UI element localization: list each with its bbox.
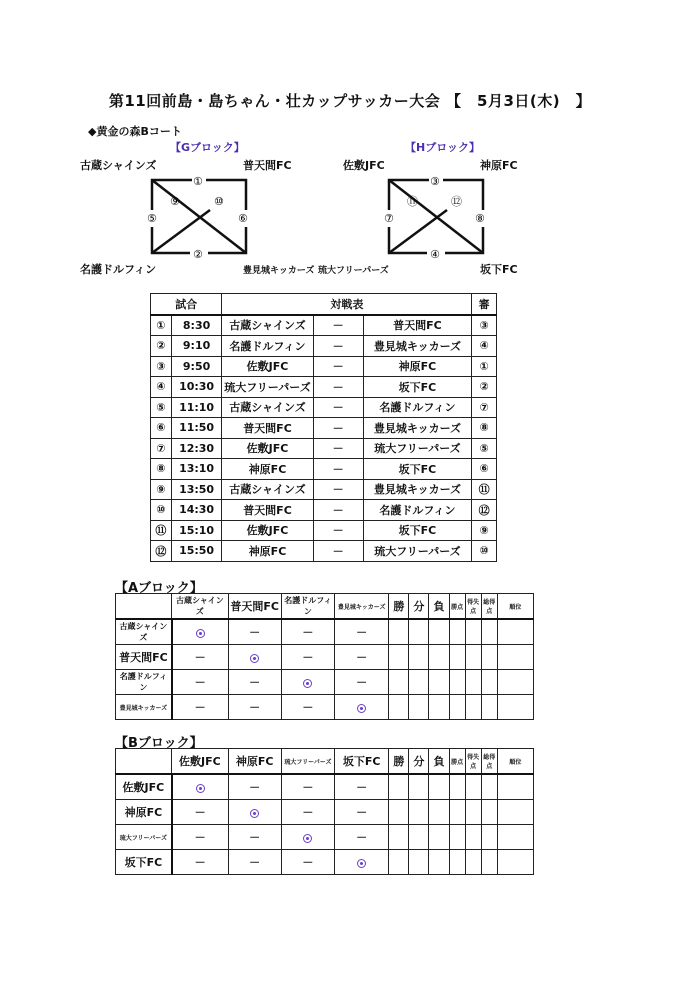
result-row-team: 佐敷JFC (116, 774, 172, 800)
result-cell: － (228, 695, 281, 720)
stat-cell (481, 825, 497, 850)
self-match-cell (172, 774, 228, 800)
result-cell: － (228, 850, 281, 875)
schedule-time: 12:30 (171, 438, 222, 459)
stat-cell (389, 619, 409, 645)
schedule-home-team: 普天間FC (222, 418, 313, 439)
schedule-time: 11:50 (171, 418, 222, 439)
stat-cell (465, 619, 481, 645)
schedule-home-team: 古蔵シャインズ (222, 397, 313, 418)
result-col-win: 勝 (389, 749, 409, 775)
self-match-cell (228, 645, 281, 670)
self-match-cell (335, 850, 389, 875)
stat-cell (429, 695, 449, 720)
schedule-match-no: ⑥ (151, 418, 172, 439)
result-cell: － (172, 670, 228, 695)
result-row (116, 619, 534, 645)
stat-cell (465, 850, 481, 875)
result-cell: － (228, 774, 281, 800)
schedule-away-team: 琉大フリーパーズ (363, 438, 472, 459)
stat-cell (497, 619, 533, 645)
stat-cell (481, 619, 497, 645)
schedule-match-no: ④ (151, 377, 172, 398)
self-match-cell (281, 670, 334, 695)
schedule-referee: ⑥ (472, 459, 497, 480)
result-row-team: 普天間FC (116, 645, 172, 670)
stat-cell (465, 670, 481, 695)
result-col-points: 勝点 (449, 594, 465, 620)
result-header-row (116, 594, 534, 620)
schedule-time: 13:50 (171, 479, 222, 500)
soccer-ball-icon (196, 784, 205, 793)
stat-cell (389, 850, 409, 875)
result-cell: － (172, 645, 228, 670)
result-col-goal-diff: 得失点 (465, 749, 481, 775)
stat-cell (429, 850, 449, 875)
stat-cell (465, 695, 481, 720)
g-label-inner-right: ⑩ (214, 195, 224, 208)
g-block-diagram (140, 165, 260, 265)
stat-cell (497, 670, 533, 695)
schedule-header-match: 試合 (151, 294, 222, 315)
schedule-away-team: 坂下FC (363, 520, 472, 541)
stat-cell (409, 800, 429, 825)
stat-cell (497, 645, 533, 670)
result-row (116, 695, 534, 720)
schedule-away-team: 豊見城キッカーズ (363, 336, 472, 357)
schedule-row (151, 315, 497, 336)
stat-cell (497, 825, 533, 850)
schedule-header-row (151, 294, 497, 315)
schedule-time: 14:30 (171, 500, 222, 521)
schedule-away-team: 坂下FC (363, 459, 472, 480)
schedule-header-pairing: 対戦表 (222, 294, 472, 315)
schedule-match-no: ① (151, 315, 172, 336)
stat-cell (389, 695, 409, 720)
schedule-match-no: ⑫ (151, 541, 172, 562)
self-match-cell (172, 619, 228, 645)
self-match-cell (335, 695, 389, 720)
result-cell: － (335, 619, 389, 645)
block-b-table (115, 748, 534, 875)
schedule-match-no: ⑨ (151, 479, 172, 500)
soccer-ball-icon (357, 704, 366, 713)
result-col-team: 坂下FC (335, 749, 389, 775)
schedule-referee: ⑤ (472, 438, 497, 459)
schedule-row (151, 541, 497, 562)
schedule-time: 15:50 (171, 541, 222, 562)
result-row (116, 670, 534, 695)
g-label-right: ⑥ (238, 212, 248, 225)
stat-cell (481, 800, 497, 825)
result-cell: － (335, 670, 389, 695)
schedule-referee: ⑪ (472, 479, 497, 500)
schedule-away-team: 坂下FC (363, 377, 472, 398)
schedule-away-team: 名護ドルフィン (363, 500, 472, 521)
h-label-inner-right: ⑫ (451, 195, 462, 208)
result-col-goals-for: 総得点 (481, 594, 497, 620)
g-label-bottom: ② (193, 248, 203, 261)
result-col-team: 豊見城キッカーズ (335, 594, 389, 620)
result-col-loss: 負 (429, 594, 449, 620)
result-col-rank: 順位 (497, 749, 533, 775)
result-cell: － (172, 850, 228, 875)
result-col-rank: 順位 (497, 594, 533, 620)
schedule-separator: － (313, 541, 363, 562)
g-block-heading: 【Gブロック】 (170, 141, 245, 154)
schedule-away-team: 普天間FC (363, 315, 472, 336)
result-corner-cell (116, 594, 172, 620)
schedule-time: 13:10 (171, 459, 222, 480)
result-cell: － (172, 695, 228, 720)
self-match-cell (281, 825, 334, 850)
schedule-referee: ⑦ (472, 397, 497, 418)
schedule-home-team: 琉大フリーパーズ (222, 377, 313, 398)
schedule-match-no: ② (151, 336, 172, 357)
schedule-referee: ③ (472, 315, 497, 336)
stat-cell (409, 825, 429, 850)
self-match-cell (228, 800, 281, 825)
result-col-draw: 分 (409, 749, 429, 775)
stat-cell (429, 619, 449, 645)
result-col-team: 古蔵シャインズ (172, 594, 228, 620)
schedule-away-team: 豊見城キッカーズ (363, 479, 472, 500)
schedule-separator: － (313, 438, 363, 459)
stat-cell (429, 774, 449, 800)
schedule-referee: ⑧ (472, 418, 497, 439)
stat-cell (481, 695, 497, 720)
schedule-row (151, 459, 497, 480)
schedule-separator: － (313, 479, 363, 500)
schedule-separator: － (313, 459, 363, 480)
result-row-team: 名護ドルフィン (116, 670, 172, 695)
result-row-team: 古蔵シャインズ (116, 619, 172, 645)
stat-cell (409, 850, 429, 875)
h-team-top-left: 佐敷JFC (343, 159, 385, 172)
stat-cell (409, 695, 429, 720)
result-col-team: 神原FC (228, 749, 281, 775)
g-team-bottom-left: 名護ドルフィン (80, 263, 157, 276)
result-row-team: 神原FC (116, 800, 172, 825)
schedule-referee: ⑫ (472, 500, 497, 521)
result-cell: － (335, 645, 389, 670)
schedule-row (151, 397, 497, 418)
soccer-ball-icon (303, 834, 312, 843)
result-cell: － (335, 825, 389, 850)
result-cell: － (281, 645, 334, 670)
result-cell: － (172, 825, 228, 850)
result-header-row (116, 749, 534, 775)
result-row (116, 800, 534, 825)
schedule-row (151, 438, 497, 459)
schedule-row (151, 520, 497, 541)
schedule-referee: ② (472, 377, 497, 398)
stat-cell (497, 695, 533, 720)
result-row (116, 825, 534, 850)
page-title: 第11回前島・島ちゃん・壮カップサッカー大会 【 5月3日(木) 】 (108, 92, 592, 110)
result-cell: － (281, 850, 334, 875)
stat-cell (497, 850, 533, 875)
soccer-ball-icon (250, 654, 259, 663)
schedule-row (151, 336, 497, 357)
stat-cell (389, 645, 409, 670)
stat-cell (389, 825, 409, 850)
g-team-top-left: 古蔵シャインズ (80, 159, 157, 172)
schedule-separator: － (313, 520, 363, 541)
schedule-home-team: 神原FC (222, 541, 313, 562)
stat-cell (449, 800, 465, 825)
schedule-header-referee: 審 (472, 294, 497, 315)
schedule-time: 10:30 (171, 377, 222, 398)
result-corner-cell (116, 749, 172, 775)
schedule-time: 9:50 (171, 356, 222, 377)
result-row (116, 645, 534, 670)
block-a-table (115, 593, 534, 720)
schedule-away-team: 名護ドルフィン (363, 397, 472, 418)
stat-cell (409, 774, 429, 800)
result-col-team: 普天間FC (228, 594, 281, 620)
result-row (116, 774, 534, 800)
stat-cell (429, 645, 449, 670)
h-block-diagram (377, 165, 497, 265)
block-b-label: 【Bブロック】 (115, 736, 203, 751)
schedule-referee: ⑨ (472, 520, 497, 541)
result-row-team: 琉大フリーパーズ (116, 825, 172, 850)
h-label-inner-left: ⑪ (407, 195, 418, 208)
stat-cell (481, 850, 497, 875)
h-label-left: ⑦ (384, 212, 394, 225)
schedule-home-team: 佐敷JFC (222, 520, 313, 541)
result-cell: － (281, 695, 334, 720)
schedule-separator: － (313, 397, 363, 418)
stat-cell (465, 800, 481, 825)
schedule-time: 8:30 (171, 315, 222, 336)
result-row-team: 坂下FC (116, 850, 172, 875)
schedule-row (151, 418, 497, 439)
result-col-draw: 分 (409, 594, 429, 620)
schedule-separator: － (313, 500, 363, 521)
schedule-body (151, 315, 497, 562)
stat-cell (449, 695, 465, 720)
block-a-label: 【Aブロック】 (115, 581, 203, 596)
schedule-separator: － (313, 356, 363, 377)
schedule-home-team: 佐敷JFC (222, 356, 313, 377)
result-cell: － (335, 774, 389, 800)
soccer-ball-icon (250, 809, 259, 818)
schedule-separator: － (313, 377, 363, 398)
result-col-goals-for: 総得点 (481, 749, 497, 775)
g-team-bottom-right: 豊見城キッカーズ (243, 266, 315, 276)
stat-cell (497, 774, 533, 800)
stat-cell (409, 645, 429, 670)
result-cell: － (228, 619, 281, 645)
result-col-loss: 負 (429, 749, 449, 775)
g-team-top-right: 普天間FC (243, 159, 292, 172)
stat-cell (429, 670, 449, 695)
result-cell: － (281, 774, 334, 800)
schedule-home-team: 古蔵シャインズ (222, 479, 313, 500)
soccer-ball-icon (196, 629, 205, 638)
schedule-match-no: ⑪ (151, 520, 172, 541)
stat-cell (449, 645, 465, 670)
stat-cell (449, 619, 465, 645)
stat-cell (449, 774, 465, 800)
schedule-away-team: 琉大フリーパーズ (363, 541, 472, 562)
schedule-home-team: 佐敷JFC (222, 438, 313, 459)
schedule-time: 15:10 (171, 520, 222, 541)
h-team-bottom-left: 琉大フリーパーズ (318, 266, 389, 276)
schedule-separator: － (313, 336, 363, 357)
h-team-top-right: 神原FC (480, 159, 518, 172)
stat-cell (465, 825, 481, 850)
h-label-top: ③ (430, 175, 440, 188)
result-col-points: 勝点 (449, 749, 465, 775)
soccer-ball-icon (357, 859, 366, 868)
stat-cell (449, 825, 465, 850)
schedule-referee: ① (472, 356, 497, 377)
result-col-win: 勝 (389, 594, 409, 620)
schedule-match-no: ③ (151, 356, 172, 377)
stat-cell (481, 774, 497, 800)
g-label-left: ⑤ (147, 212, 157, 225)
h-block-heading: 【Hブロック】 (405, 141, 480, 154)
stat-cell (497, 800, 533, 825)
result-col-goal-diff: 得失点 (465, 594, 481, 620)
schedule-away-team: 神原FC (363, 356, 472, 377)
schedule-home-team: 名護ドルフィン (222, 336, 313, 357)
schedule-table (150, 293, 497, 562)
result-cell: － (281, 800, 334, 825)
schedule-row (151, 500, 497, 521)
g-label-top: ① (193, 175, 203, 188)
h-label-bottom: ④ (430, 248, 440, 261)
stat-cell (429, 825, 449, 850)
schedule-referee: ④ (472, 336, 497, 357)
result-row-team: 豊見城キッカーズ (116, 695, 172, 720)
stat-cell (481, 645, 497, 670)
stat-cell (449, 850, 465, 875)
soccer-ball-icon (303, 679, 312, 688)
schedule-separator: － (313, 315, 363, 336)
result-cell: － (228, 670, 281, 695)
schedule-row (151, 479, 497, 500)
schedule-row (151, 356, 497, 377)
schedule-separator: － (313, 418, 363, 439)
stat-cell (389, 670, 409, 695)
stat-cell (465, 645, 481, 670)
stat-cell (465, 774, 481, 800)
result-cell: － (228, 825, 281, 850)
result-col-team: 佐敷JFC (172, 749, 228, 775)
result-row (116, 850, 534, 875)
schedule-time: 9:10 (171, 336, 222, 357)
schedule-time: 11:10 (171, 397, 222, 418)
schedule-home-team: 古蔵シャインズ (222, 315, 313, 336)
schedule-match-no: ⑤ (151, 397, 172, 418)
stat-cell (449, 670, 465, 695)
schedule-home-team: 普天間FC (222, 500, 313, 521)
stat-cell (409, 670, 429, 695)
schedule-match-no: ⑩ (151, 500, 172, 521)
stat-cell (409, 619, 429, 645)
h-team-bottom-right: 坂下FC (480, 263, 518, 276)
stat-cell (429, 800, 449, 825)
schedule-referee: ⑩ (472, 541, 497, 562)
schedule-home-team: 神原FC (222, 459, 313, 480)
result-cell: － (172, 800, 228, 825)
result-col-team: 琉大フリーパーズ (281, 749, 334, 775)
stat-cell (481, 670, 497, 695)
result-cell: － (281, 619, 334, 645)
stat-cell (389, 800, 409, 825)
result-col-team: 名護ドルフィン (281, 594, 334, 620)
result-cell: － (335, 800, 389, 825)
court-label: ◆黄金の森Bコート (88, 125, 182, 138)
schedule-row (151, 377, 497, 398)
stat-cell (389, 774, 409, 800)
g-label-inner-left: ⑨ (170, 195, 180, 208)
schedule-match-no: ⑧ (151, 459, 172, 480)
h-label-right: ⑧ (475, 212, 485, 225)
schedule-match-no: ⑦ (151, 438, 172, 459)
schedule-away-team: 豊見城キッカーズ (363, 418, 472, 439)
